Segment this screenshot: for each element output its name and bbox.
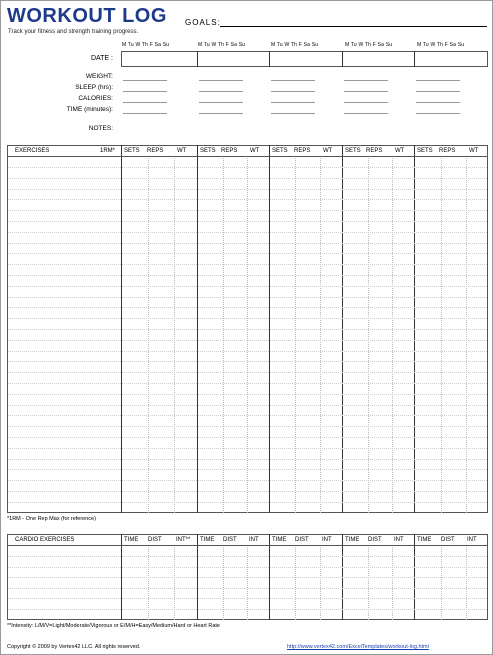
exercise-row[interactable]: [8, 426, 487, 427]
stat-entry-line[interactable]: [123, 91, 167, 92]
exercise-row[interactable]: [8, 275, 487, 276]
exercise-row[interactable]: [8, 286, 487, 287]
exercise-row[interactable]: [8, 264, 487, 265]
exercise-row[interactable]: [8, 232, 487, 233]
days-label-4: M Tu W Th F Sa Su: [345, 42, 393, 48]
exercise-row[interactable]: [8, 480, 487, 481]
exercise-row[interactable]: [8, 253, 487, 254]
stat-entry-line[interactable]: [271, 113, 315, 114]
time-label: TIME (minutes):: [66, 106, 113, 113]
wt-header: WT: [177, 148, 187, 154]
cardio-int-header: INT: [322, 537, 332, 543]
exercise-row[interactable]: [8, 221, 487, 222]
stat-entry-line[interactable]: [344, 102, 388, 103]
sets-header: SETS: [200, 148, 216, 154]
cardio-dist-header: DIST: [441, 537, 455, 543]
days-label-5: M Tu W Th F Sa Su: [417, 42, 465, 48]
date-row: [121, 51, 488, 67]
date-label: DATE :: [90, 55, 113, 62]
exercise-row[interactable]: [8, 372, 487, 373]
cardio-header-line: [7, 545, 488, 546]
stat-entry-line[interactable]: [344, 91, 388, 92]
wt-header: WT: [250, 148, 260, 154]
exercise-row[interactable]: [8, 307, 487, 308]
reps-header: REPS: [221, 148, 238, 154]
cardio-time-header: TIME: [345, 537, 360, 543]
exercise-row[interactable]: [8, 415, 487, 416]
stat-entry-line[interactable]: [271, 102, 315, 103]
page-subtitle: Track your fitness and strength training progress.: [8, 29, 139, 35]
reps-header: REPS: [294, 148, 311, 154]
exercise-row[interactable]: [8, 297, 487, 298]
cardio-int-header: INT: [249, 537, 259, 543]
stat-entry-line[interactable]: [271, 91, 315, 92]
wt-header: WT: [323, 148, 333, 154]
sets-header: SETS: [124, 148, 140, 154]
stat-entry-line[interactable]: [416, 113, 460, 114]
sets-header: SETS: [417, 148, 433, 154]
exercise-row[interactable]: [8, 178, 487, 179]
cardio-int-header: INT**: [176, 537, 191, 543]
cardio-time-header: TIME: [124, 537, 139, 543]
exercise-row[interactable]: [8, 199, 487, 200]
date-divider: [269, 51, 270, 67]
goals-field[interactable]: [220, 26, 487, 27]
exercise-row[interactable]: [8, 340, 487, 341]
exercise-row[interactable]: [8, 189, 487, 190]
exercise-row[interactable]: [8, 210, 487, 211]
cardio-int-header: INT: [467, 537, 477, 543]
days-label-2: M Tu W Th F Sa Su: [198, 42, 246, 48]
stat-entry-line[interactable]: [416, 80, 460, 81]
strength-header-line: [7, 156, 488, 157]
exercises-header: EXERCISES: [15, 148, 50, 154]
sets-header: SETS: [272, 148, 288, 154]
notes-label: NOTES:: [88, 125, 113, 132]
copyright-text: Copyright © 2009 by Vertex42 LLC. All rights reserved.: [7, 644, 141, 650]
exercise-row[interactable]: [8, 329, 487, 330]
cardio-exercises-header: CARDIO EXERCISES: [15, 537, 75, 543]
stat-entry-line[interactable]: [416, 91, 460, 92]
cardio-dist-header: DIST: [148, 537, 162, 543]
date-divider: [414, 51, 415, 67]
cardio-int-header: INT: [394, 537, 404, 543]
goals-label: GOALS:: [185, 18, 221, 27]
cardio-row[interactable]: [8, 588, 487, 589]
stat-entry-line[interactable]: [271, 80, 315, 81]
cardio-dist-header: DIST: [368, 537, 382, 543]
cardio-row[interactable]: [8, 567, 487, 568]
wt-header: WT: [469, 148, 479, 154]
cardio-row[interactable]: [8, 609, 487, 610]
onerm-footnote: *1RM - One Rep Max (for reference): [7, 516, 96, 522]
exercise-row[interactable]: [8, 167, 487, 168]
exercise-row[interactable]: [8, 383, 487, 384]
cardio-row[interactable]: [8, 598, 487, 599]
exercise-row[interactable]: [8, 405, 487, 406]
vertex42-link[interactable]: http://www.vertex42.com/ExcelTemplates/workout-log.html: [287, 644, 429, 650]
stat-entry-line[interactable]: [199, 91, 243, 92]
reps-header: REPS: [439, 148, 456, 154]
stat-entry-line[interactable]: [123, 102, 167, 103]
weight-label: WEIGHT:: [85, 73, 113, 80]
reps-header: REPS: [147, 148, 164, 154]
stat-entry-line[interactable]: [199, 102, 243, 103]
exercise-row[interactable]: [8, 448, 487, 449]
onerm-header: 1RM*: [100, 148, 116, 154]
stat-entry-line[interactable]: [199, 80, 243, 81]
cardio-row[interactable]: [8, 577, 487, 578]
exercise-row[interactable]: [8, 243, 487, 244]
exercise-row[interactable]: [8, 502, 487, 503]
exercise-row[interactable]: [8, 469, 487, 470]
exercise-row[interactable]: [8, 318, 487, 319]
cardio-time-header: TIME: [272, 537, 287, 543]
sets-header: SETS: [345, 148, 361, 154]
exercise-row[interactable]: [8, 351, 487, 352]
stat-entry-line[interactable]: [416, 102, 460, 103]
cardio-time-header: TIME: [417, 537, 432, 543]
days-label-1: M Tu W Th F Sa Su: [122, 42, 170, 48]
exercise-row[interactable]: [8, 361, 487, 362]
stat-entry-line[interactable]: [344, 80, 388, 81]
stat-entry-line[interactable]: [123, 80, 167, 81]
page-title: WORKOUT LOG: [7, 5, 167, 27]
wt-header: WT: [395, 148, 405, 154]
intensity-footnote: **Intensity: L/M/V=Light/Moderate/Vigorous or E/M/H=Easy/Medium/Hard or Heart Rate: [7, 623, 220, 629]
cardio-row[interactable]: [8, 556, 487, 557]
cardio-dist-header: DIST: [223, 537, 237, 543]
stat-entry-line[interactable]: [123, 113, 167, 114]
date-divider: [342, 51, 343, 67]
calories-label: CALORIES:: [78, 95, 113, 102]
days-label-3: M Tu W Th F Sa Su: [271, 42, 319, 48]
sleep-label: SLEEP (hrs):: [75, 84, 113, 91]
cardio-time-header: TIME: [200, 537, 215, 543]
date-divider: [197, 51, 198, 67]
reps-header: REPS: [366, 148, 383, 154]
exercise-row[interactable]: [8, 459, 487, 460]
stat-entry-line[interactable]: [199, 113, 243, 114]
exercise-row[interactable]: [8, 437, 487, 438]
stat-entry-line[interactable]: [344, 113, 388, 114]
exercise-row[interactable]: [8, 394, 487, 395]
exercise-row[interactable]: [8, 491, 487, 492]
cardio-dist-header: DIST: [295, 537, 309, 543]
